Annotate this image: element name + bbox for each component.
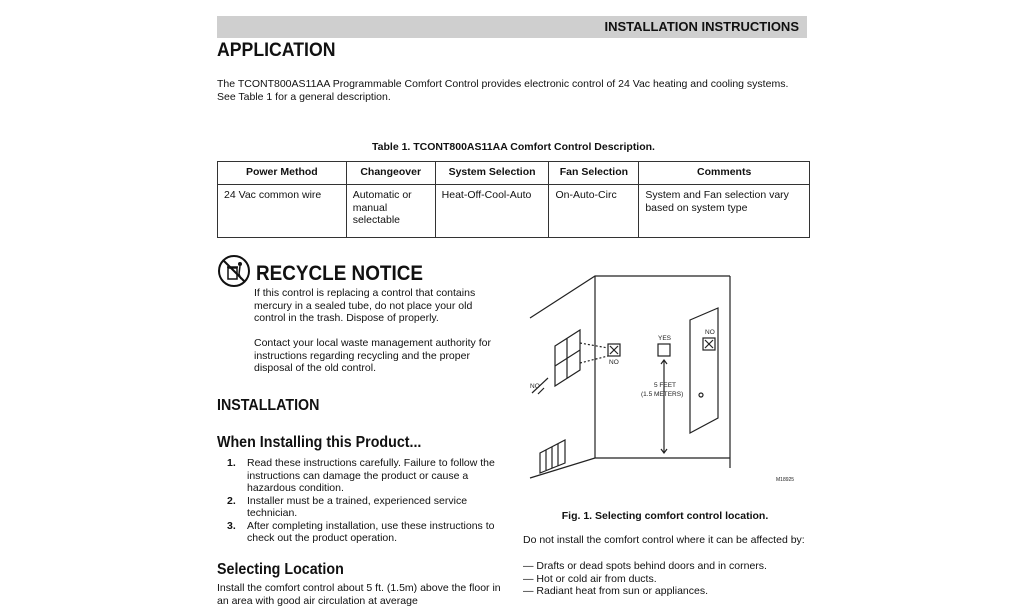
wall-outline bbox=[530, 276, 730, 318]
table-header-cell: Fan Selection bbox=[549, 162, 639, 185]
list-item: — Drafts or dead spots behind doors and in corners. bbox=[523, 560, 767, 572]
table-row bbox=[218, 185, 810, 238]
table-cell: 24 Vac common wire bbox=[218, 185, 347, 238]
avoid-intro: Do not install the comfort control where it can be affected by: bbox=[523, 534, 805, 546]
header-title: INSTALLATION INSTRUCTIONS bbox=[604, 19, 799, 34]
step-number: 3. bbox=[227, 519, 236, 532]
no-trash-icon bbox=[217, 254, 251, 288]
figure-caption: Fig. 1. Selecting comfort control location. bbox=[561, 510, 769, 522]
table-header-cell: Changeover bbox=[346, 162, 435, 185]
list-item bbox=[217, 495, 502, 520]
distance-label: (1.5 METERS) bbox=[641, 391, 684, 398]
no-label: NO bbox=[530, 383, 540, 390]
location-figure bbox=[520, 268, 810, 490]
step-number: 1. bbox=[227, 457, 236, 469]
table-cell: Automatic or manual selectable bbox=[346, 185, 435, 238]
installation-steps bbox=[217, 457, 502, 545]
recycle-paragraph: Contact your local waste management authority for instructions regarding recycling and the proper disposal of the old control. bbox=[254, 337, 491, 374]
no-label: NO bbox=[705, 329, 715, 336]
step-text: Installer must be a trained, experienced service technician. bbox=[247, 494, 468, 519]
when-installing-heading: When Installing this Product... bbox=[217, 434, 422, 451]
application-heading: APPLICATION bbox=[217, 40, 336, 61]
list-item: — Radiant heat from sun or appliances. bbox=[523, 585, 709, 597]
yes-label: YES bbox=[658, 335, 672, 342]
table-header-row bbox=[218, 162, 810, 185]
recycle-paragraph: If this control is replacing a control that contains mercury in a sealed tube, do not place your old control in the trash. Dispose of properly. bbox=[254, 287, 476, 324]
distance-label: 5 FEET bbox=[654, 382, 677, 389]
table-cell: Heat-Off-Cool-Auto bbox=[435, 185, 549, 238]
floor-line bbox=[530, 458, 730, 478]
description-table bbox=[217, 161, 810, 238]
table-header-cell: System Selection bbox=[435, 162, 549, 185]
application-text: The TCONT800AS11AA Programmable Comfort Control provides electronic control of 24 Vac heating and cooling systems. See Table 1 for a general description. bbox=[217, 78, 789, 103]
step-text: After completing installation, use these instructions to check out the product operation. bbox=[247, 519, 495, 544]
avoid-list bbox=[523, 560, 767, 598]
table-cell: On-Auto-Circ bbox=[549, 185, 639, 238]
installation-heading: INSTALLATION bbox=[217, 397, 320, 414]
table-header-cell: Power Method bbox=[218, 162, 347, 185]
selecting-location-heading: Selecting Location bbox=[217, 561, 344, 578]
table-header-cell: Comments bbox=[639, 162, 810, 185]
table-caption: Table 1. TCONT800AS11AA Comfort Control Description. bbox=[372, 141, 655, 153]
list-item bbox=[217, 520, 502, 545]
list-item bbox=[217, 457, 502, 495]
selecting-location-text: Install the comfort control about 5 ft. (1.5m) above the floor in an area with good air circulation at average bbox=[217, 582, 501, 607]
step-text: Read these instructions carefully. Failure to follow the instructions can damage the product or cause a hazardous condition. bbox=[247, 457, 495, 494]
thermostat-good bbox=[658, 344, 670, 356]
recycle-heading: RECYCLE NOTICE bbox=[256, 262, 423, 285]
step-number: 2. bbox=[227, 494, 236, 507]
list-item: — Hot or cold air from ducts. bbox=[523, 572, 657, 585]
table-cell: System and Fan selection vary based on system type bbox=[639, 185, 810, 238]
header-bar bbox=[217, 16, 807, 38]
door bbox=[690, 308, 718, 433]
no-label: NO bbox=[609, 359, 619, 366]
figure-code: M18925 bbox=[776, 477, 795, 483]
